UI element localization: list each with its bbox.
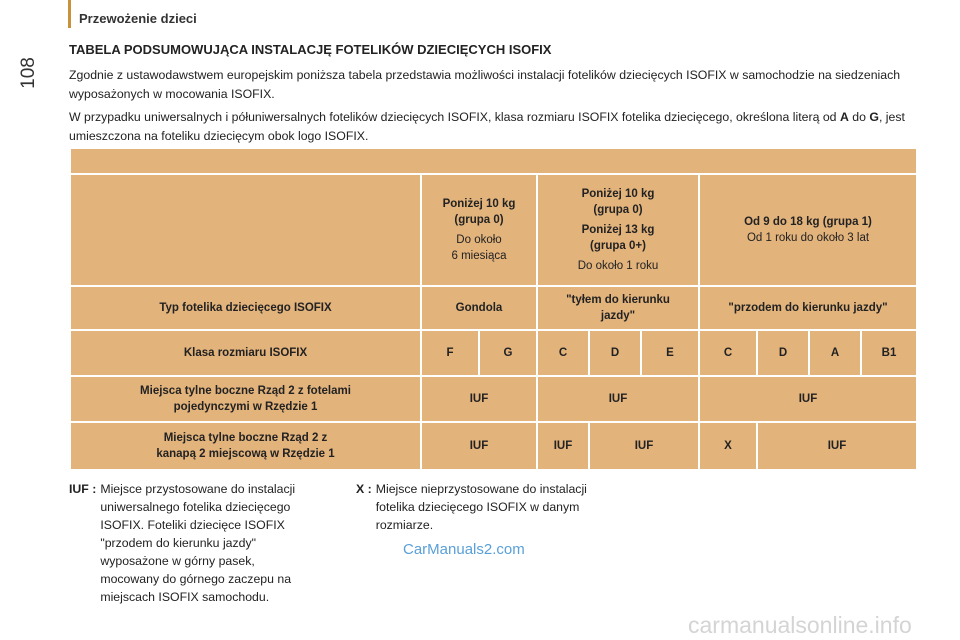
seat-type-row bbox=[70, 286, 917, 330]
section-header: Przewożenie dzieci bbox=[79, 11, 197, 26]
seat-row-bench bbox=[70, 422, 917, 470]
seat-type-forward: "przodem do kierunku jazdy" bbox=[699, 286, 917, 330]
legend-term: IUF : bbox=[69, 482, 97, 496]
seat-value-cell: IUF bbox=[421, 376, 537, 422]
size-class-cell: A bbox=[809, 330, 861, 376]
legend-term: X : bbox=[356, 482, 372, 496]
section-accent-bar bbox=[68, 0, 71, 28]
seat-value-cell: IUF bbox=[537, 376, 699, 422]
seat-value-cell: IUF bbox=[757, 422, 917, 470]
intro-paragraph-2: W przypadku uniwersalnych i półuniwersalnych fotelików dziecięcych ISOFIX, klasa rozmiaru ISOFIX fotelika dziecięcego, określona literą od A do G, jest umieszczona na foteliku dziecięcym obok logo ISOFIX. bbox=[69, 110, 905, 143]
seat-row-label: Miejsca tylne boczne Rząd 2 z fotelami pojedynczymi w Rzędzie 1 bbox=[70, 376, 421, 422]
legend-definition: Miejsce przystosowane do instalacji uniwersalnego fotelika dziecięcego ISOFIX. Foteliki dziecięce ISOFIX "przodem do kierunku jazdy" wyposażone w górny pasek, mocowany do górnego zaczepu na miejscach ISOFIX samochodu. bbox=[100, 482, 296, 604]
legend-iuf bbox=[69, 480, 339, 606]
seat-type-label: Typ fotelika dziecięcego ISOFIX bbox=[70, 286, 421, 330]
size-class-cell: D bbox=[757, 330, 809, 376]
size-class-cell: B1 bbox=[861, 330, 917, 376]
watermark-carmanuals: CarManuals2.com bbox=[403, 541, 525, 558]
isofix-table-container bbox=[69, 147, 916, 471]
seat-value-cell: IUF bbox=[537, 422, 589, 470]
seat-value-cell: IUF bbox=[589, 422, 699, 470]
intro-text bbox=[69, 66, 929, 150]
size-class-cell: C bbox=[699, 330, 757, 376]
size-class-cell: F bbox=[421, 330, 479, 376]
weight-group-row bbox=[70, 174, 917, 286]
seat-value-cell: IUF bbox=[699, 376, 917, 422]
size-class-cell: D bbox=[589, 330, 641, 376]
page-title: TABELA PODSUMOWUJĄCA INSTALACJĘ FOTELIKÓW DZIECIĘCYCH ISOFIX bbox=[69, 42, 552, 57]
seat-type-gondola: Gondola bbox=[421, 286, 537, 330]
legend-definition: Miejsce nieprzystosowane do instalacji fotelika dziecięcego ISOFIX w danym rozmiarze. bbox=[375, 482, 587, 532]
table-top-cell bbox=[70, 148, 917, 174]
page-number: 108 bbox=[18, 57, 40, 89]
weight-group-1: Od 9 do 18 kg (grupa 1) Od 1 roku do około 3 lat bbox=[699, 174, 917, 286]
seat-value-cell: X bbox=[699, 422, 757, 470]
seat-row-label: Miejsca tylne boczne Rząd 2 z kanapą 2 miejscową w Rzędzie 1 bbox=[70, 422, 421, 470]
seat-type-rearward: "tyłem do kierunku jazdy" bbox=[537, 286, 699, 330]
legend-x bbox=[356, 480, 646, 534]
seat-value-cell: IUF bbox=[421, 422, 537, 470]
size-class-row bbox=[70, 330, 917, 376]
table-top-band bbox=[70, 148, 917, 174]
weight-group-0: Poniżej 10 kg (grupa 0) Do około 6 miesiąca bbox=[421, 174, 537, 286]
watermark-carmanualsonline: carmanualsonline.info bbox=[688, 612, 912, 638]
seat-row-single-seats bbox=[70, 376, 917, 422]
weight-group-0plus: Poniżej 10 kg (grupa 0) Poniżej 13 kg (grupa 0+) Do około 1 roku bbox=[537, 174, 699, 286]
size-class-cell: E bbox=[641, 330, 699, 376]
size-class-cell: C bbox=[537, 330, 589, 376]
size-class-label: Klasa rozmiaru ISOFIX bbox=[70, 330, 421, 376]
size-class-cell: G bbox=[479, 330, 537, 376]
weight-group-corner bbox=[70, 174, 421, 286]
intro-paragraph-1: Zgodnie z ustawodawstwem europejskim poniższa tabela przedstawia możliwości instalacji fotelików dziecięcych ISOFIX w samochodzie na siedzeniach wyposażonych w mocowania ISOFIX. bbox=[69, 68, 901, 101]
isofix-summary-table bbox=[69, 147, 918, 471]
